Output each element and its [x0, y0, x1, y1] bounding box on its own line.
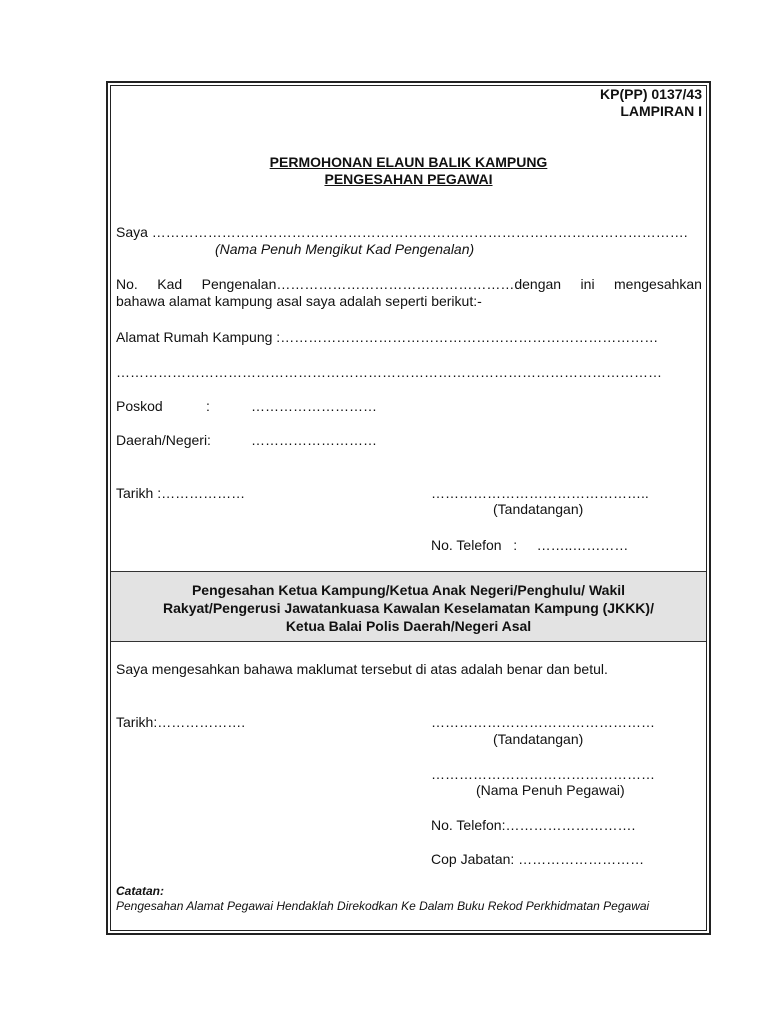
applicant-date-field: Tarikh :……………… [116, 485, 246, 501]
applicant-signature-label: (Tandatangan) [493, 501, 584, 517]
officer-signature-field: ………………………………………… [431, 714, 655, 730]
form-title [110, 154, 707, 188]
district-state-field: ……………………… [251, 432, 377, 448]
ic-number-line-2: bahawa alamat kampung asal saya adalah seperti berikut:- [116, 293, 482, 309]
postcode-field: ……………………… [251, 398, 377, 414]
verification-title-line-2: Rakyat/Pengerusi Jawatankuasa Kawalan Keselamatan Kampung (JKKK)/ [163, 600, 654, 616]
attachment-label: LAMPIRAN I [620, 103, 702, 119]
officer-name-label: (Nama Penuh Pegawai) [476, 782, 625, 798]
department-stamp-field: Cop Jabatan: ……………………… [431, 851, 645, 867]
district-state-label: Daerah/Negeri: [116, 432, 211, 448]
officer-signature-label: (Tandatangan) [493, 731, 584, 747]
form-title-line-1: PERMOHONAN ELAUN BALIK KAMPUNG [269, 154, 548, 170]
note-label: Catatan: [116, 884, 165, 898]
postcode-label: Poskod [116, 398, 163, 414]
reference-code: KP(PP) 0137/43 [600, 86, 702, 102]
verification-title-line-3: Ketua Balai Polis Daerah/Negeri Asal [285, 618, 532, 634]
verification-section-title [111, 581, 706, 635]
form-title-line-2: PENGESAHAN PEGAWAI [324, 171, 493, 187]
applicant-signature-field: ……………………………………….. [431, 485, 649, 501]
home-address-field: Alamat Rumah Kampung :……………………………………………………………………… [116, 329, 659, 345]
home-address-line-2: ……………………………………………………………………………………………………… [116, 364, 662, 380]
verification-statement: Saya mengesahkan bahawa maklumat tersebut di atas adalah benar dan betul. [116, 661, 608, 677]
officer-phone-field: No. Telefon:………………………. [431, 817, 636, 833]
ic-word-2: Kad [157, 276, 183, 292]
form-inner-border [110, 85, 707, 931]
postcode-colon: : [206, 398, 210, 414]
officer-name-field: ………………………………………… [431, 766, 655, 782]
ic-word-4: ini [580, 276, 595, 292]
verification-title-line-1: Pengesahan Ketua Kampung/Ketua Anak Negeri/Penghulu/ Wakil [191, 582, 626, 598]
ic-number-line [116, 276, 702, 293]
applicant-phone-field: No. Telefon : ……..………… [431, 537, 629, 553]
applicant-name-field: Saya ……………………………………………………………………………………………………. [116, 224, 688, 240]
note-text: Pengesahan Alamat Pegawai Hendaklah Direkodkan Ke Dalam Buku Rekod Perkhidmatan Pegawai [116, 899, 650, 913]
ic-word-5: mengesahkan [614, 276, 702, 292]
officer-date-field: Tarikh:………………. [116, 714, 246, 730]
ic-word-3: Pengenalan……………………………………………dengan [201, 276, 562, 292]
reference-block [600, 86, 702, 120]
ic-word-1: No. [116, 276, 138, 292]
applicant-name-hint: (Nama Penuh Mengikut Kad Pengenalan) [215, 241, 475, 257]
